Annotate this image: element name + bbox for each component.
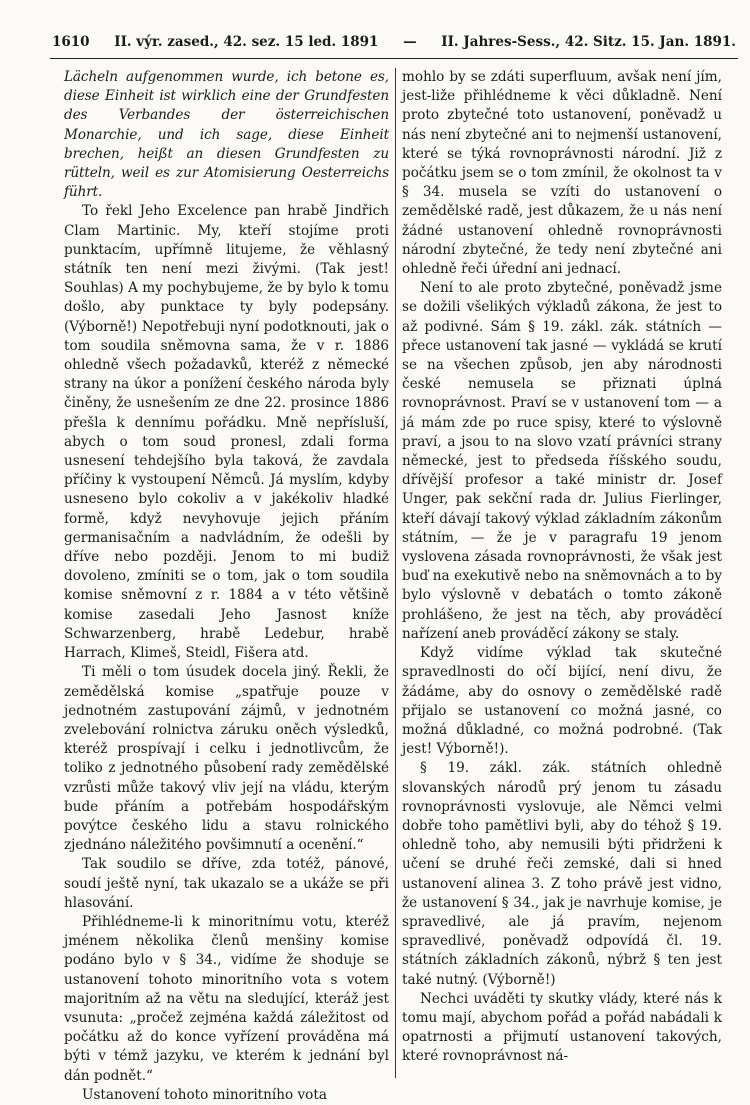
left-paragraph-4: Tak soudilo se dříve, zda totéž, pánové, soudí ještě nyní, tak ukazalo se a ukáže se při hlasování. xyxy=(64,856,389,911)
left-paragraph-5: Přihlédneme-li k minoritnímu votu, kteréž jménem několika členů menšiny komise podáno bylo v § 34., vidíme že shoduje se ustanovení tohoto minoritního vota s votem majoritním až na větu na sledující, kteráž jest vsunuta: „pročež zejména každá záležitost od počátku až do konce vyřízení prováděna má býti v témž jazyku, ve kterém k jednání byl dán podnět.“ xyxy=(64,913,389,1084)
right-column xyxy=(402,68,722,1080)
page-header xyxy=(52,34,736,56)
left-paragraph-2: To řekl Jeho Excelence pan hrabě Jindřich Clam Martinic. My, kteří stojíme proti punktacím, upřímně litujeme, že věhlasný státník ten není mezi živými. (Tak jest! Souhlas) A my pochybujeme, že by bylo k tomu došlo, aby punktace ty byly podepsány. (Výborně!) Nepotřebuji nyní podotknouti, jak o tom soudila sněmovna sama, že v r. 1886 ohledně všech požadavků, kteréž z německé strany na úkor a ponížení českého národa byly činěny, že usnešením ze dne 22. prosince 1886 přešla k dennímu pořádku. Mně nepřísluší, abych o tom soud pronesl, zdali forma usnesení tehdejšího byla taková, že zavdala příčiny k vystoupení Němců. Já myslím, kdyby usneseno bylo cokoliv a v jakékoliv hladké formě, když nevyhovuje jejich přáním germanisačním a nadvládním, že odešli by dříve nebo později. Jenom to mi budiž dovoleno, zmíniti se o tom, jak o tom soudila komise sněmovní z r. 1884 a v této většině komise zasedali Jeho Jasnost kníže Schwarzenberg, hrabě Ledebur, hrabě Harrach, Klimeš, Steidl, Fišera atd. xyxy=(64,203,389,662)
left-paragraph-3: Ti měli o tom úsudek docela jiný. Řekli, že zemědělská komise „spatřuje pouze v jednotném zastupování zájmů, v jednotném zvelebování rolnictva záruku oněch výsledků, kteréž prospívají i celku i jednotlivcům, že toliko z jednotného působení rady zemědělské vzrůsti může takový vliv její na vládu, kterým bude přáním a potřebám hospodářským povýtce českého lidu a stavu rolnického zjednáno náležitého povšimnutí a ocenění.“ xyxy=(64,664,389,854)
header-rule xyxy=(50,58,738,59)
header-dash: — xyxy=(403,34,417,50)
page-number: 1610 xyxy=(52,34,90,50)
right-paragraph-5: Nechci uváděti ty skutky vlády, které nás k tomu mají, abychom pořád a pořád nabádali k opatrnosti a přijmutí ustanovení takových, které rovnoprávnost ná- xyxy=(402,990,722,1065)
right-paragraph-4: § 19. zákl. zák. státních ohledně slovanských národů prý jenom tu zásadu rovnoprávnosti vyslovuje, ale Němci velmi dobře toho pamětlivi byli, aby do téhož § 19. ohledně toho, aby nemusili býti přidrženi k učení se druhé řeči zemské, dali si hned ustanovení alinea 3. Z toho právě jest vidno, že ustanovení § 34., jak je navrhuje komise, je spravedlivé, ale já pravím, nejenom spravedlivé, poněvadž odpovídá čl. 19. státních základních zákonů, nýbrž § ten jest také nutný. (Výborně!) xyxy=(402,760,722,988)
column-divider xyxy=(395,68,396,1078)
left-paragraph-1: Lächeln aufgenommen wurde, ich betone es, diese Einheit ist wirklich eine der Grundfesten des Verbandes der österreichischen Monarchie, und ich sage, diese Einheit brechen, heißt an diesen Grundfesten zu rütteln, weil es zur Atomisierung Oesterreichs führt. xyxy=(64,69,389,201)
right-paragraph-2: Není to ale proto zbytečné, poněvadž jsme se dožili všelikých výkladů zákona, že jest to až podivné. Sám § 19. zákl. zák. státních — přece ustanovení tak jasné — vykládá se krutí se na všechen způsob, jen aby národnosti české nemusela se přiznati úplná rovnoprávnost. Praví se v ustanovení tom — a já mám zde po ruce spisy, které to výslovně praví, a jsou to na slovo vzatí právníci strany německé, jest to předseda říšského soudu, dřívější profesor a také ministr dr. Josef Unger, pak sekční rada dr. Julius Fierlinger, kteří dávají takový výklad základním zákonům státním, — že je v paragrafu 19 jenom vyslovena zásada rovnoprávnosti, že však jest buď na exekutivě nebo na sněmovnách a to by bylo výslovně v debatách o tomto zákoně prohlášeno, že jest na těch, aby prováděcí nařízení aneb prováděcí zákony se staly. xyxy=(402,280,722,642)
header-right-title: II. Jahres-Sess., 42. Sitz. 15. Jan. 1891. xyxy=(441,34,736,50)
left-column xyxy=(64,68,389,1103)
left-paragraph-6: Ustanovení tohoto minoritního vota xyxy=(82,1086,327,1103)
right-paragraph-1: mohlo by se zdáti superfluum, avšak není jím, jest-liže přihlédneme k věci důkladně. Není proto zbytečné toto ustanovení, poněvadž u nás není zbytečné ani to nejmenší ustanovení, které se týká rovnoprávnosti národní. Již z počátku jsem se o tom zmínil, že okolnost ta v § 34. musela se vzíti do ustanovení o zemědělské radě, jest důkazem, že u nás není žádné ustanovení ohledně rovnoprávnosti národní zbytečné, že tedy není zbytečné ani ohledně řeči úřední ani jednací. xyxy=(402,69,722,278)
right-paragraph-3: Když vidíme výklad tak skutečné spravedlnosti do očí bijící, není divu, že žádáme, aby do osnovy o zemědělské radě přijalo se ustanovení co možná jasné, co možná důkladné, co možná podrobné. (Tak jest! Výborně!). xyxy=(402,645,722,758)
header-left-title: II. výr. zased., 42. sez. 15 led. 1891 xyxy=(114,34,379,50)
